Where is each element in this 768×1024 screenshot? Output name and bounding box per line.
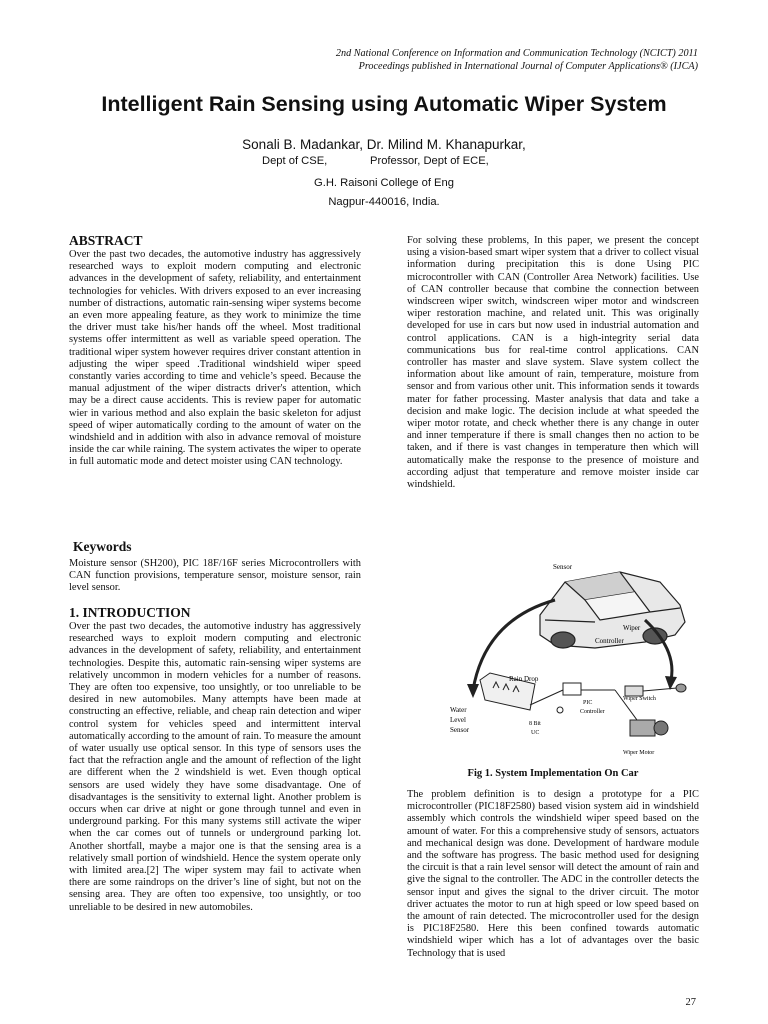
page-number: 27	[685, 997, 696, 1008]
figure-caption: Fig 1. System Implementation On Car	[467, 768, 639, 779]
figure-drawing	[445, 560, 695, 760]
abstract-text: Over the past two decades, the automotive industry has aggressively researched ways to exploit modern computing and electronic advances in the development of safety, reliability, and entertainment technologies for vehicles. With drivers exposed to an ever increasing number of distractions, automatic rain-sensing wiper systems become an even more appealing feature, as they work to minimize the time the driver must take his/her hands off the wheel. Most traditional systems offer intermittent as well as variable speed operation. The traditional wiper system however requires driver constant attention in adjusting the wiper speed .Traditional windshield wiper speed constantly varies according to time and vehicle’s speed. Because the manual adjustment of the wiper distracts driver's attention, which may be a direct cause accidents. This is review paper for automatic wier in various method and also explain the basic skeleton for adjust speed of wiper automatically cording to the amount of water on the windshield and in addition with also in advance removal of moisture inside the car while raining. The system activates the wiper to operate in full automatic mode and detect moister using CAN technology.	[69, 249, 361, 468]
paragraph-solution: For solving these problems, In this paper, we present the concept using a vision-based smart wiper system that a driver to collect visual information during precipitation this is done Using PIC microcontroller with CAN (Controller Area Network) facilities. Use of CAN controller because that combine the connection between windscreen wiper switch, windscreen wiper motor and windscreen wiper restoration machine, and related unit. This was originally developed for use in cars but now used in industrial automation and control applications. CAN is a high-integrity serial data communications bus for real-time control applications. CAN controller has master and slave system. Slave system collect the information about like amount of rain, temperature, moisture from sensor and from various other unit. This information sends it towards mater for father processing. Master analysis that data and take a decision and make logic. The decision include at what speeded the wiper motor rotate, and check whether there is any change in outer and inner temperature if there is small changes then no action to be taken, and if there is vast changes in temperature then which will automatically make the response to the presence of moisture and according adjust that temperature and remove moister inside car windshield.	[407, 235, 699, 491]
label-rain-drop: Rain Drop	[509, 675, 539, 683]
label-level: Level	[450, 716, 466, 724]
arrow-head-left-icon	[467, 684, 479, 698]
label-sensor: Sensor	[553, 563, 573, 571]
label-uc: UC	[531, 730, 540, 736]
right-column-bottom	[407, 789, 699, 960]
label-controller: Controller	[595, 637, 624, 645]
city: Nagpur-440016, India.	[328, 196, 440, 208]
label-wiper: Wiper	[623, 624, 641, 632]
conference-line-2: Proceedings published in International Journal of Computer Applications® (IJCA)	[358, 61, 698, 72]
label-sensor-2: Sensor	[450, 726, 470, 734]
abstract-body	[69, 249, 361, 469]
figure-system-implementation	[445, 560, 695, 760]
paper-title: Intelligent Rain Sensing using Automatic Wiper System	[101, 92, 667, 116]
label-wiper-switch: Wiper Switch	[623, 696, 656, 702]
introduction-text: Over the past two decades, the automotive industry has aggressively researched ways to exploit modern computing and electronic advances in the development of safety, reliability, and entertainment technologies. Despite this, automatic rain-sensing wiper systems are relatively uncommon in modern vehicles for a number of reasons. They are often too expensive, too unsightly, or too unreliable to be desired in new automobiles. Many attempts have been made at constructing an effective, reliable, and cheap rain detection and wiper control system for vehicles speed and intermittent interval automatically according to the amount of rain. To measure the amount of water usually use optical sensor. In this type of sensors uses the fact that the refraction angle and the amount of reflection of the light are different when the 2 windshield is wet. Even though optical sensors are used widely they have some disadvantage. One of disadvantages is the sensitivity to external light. Another problem is occurs when car drive at night or gone through tunnel and even in underground parking. For this many systems still activate the wiper when the car comes out of tunnels or underground parking lot. Another shortfall, maybe a major one is that the sensing area is a relatively small portion of windshield. Hence the system operate only with limited area.[2] The wiper system may fail to activate when there are some raindrops on the driver’s line of sight, but not on the sensing area. They are often too expensive, too unsightly, or too unreliable to be desired in new automobiles.	[69, 621, 361, 913]
label-wiper-motor: Wiper Motor	[623, 750, 655, 756]
keywords-body	[69, 558, 361, 595]
abstract-heading: ABSTRACT	[69, 233, 143, 248]
label-water: Water	[450, 706, 467, 714]
label-pic-controller: Controller	[580, 709, 605, 715]
rain-sensor-diagram	[480, 673, 615, 713]
label-pic: PIC	[583, 700, 593, 706]
paragraph-problem-definition: The problem definition is to design a prototype for a PIC microcontroller (PIC18F2580) based vision system aid in windshield assembly which controls the windshield wiper speed based on the amount of water. For this a comprehensive study of sensors, actuators and mechanical design was done. Development of hardware module and the software has progress. The basic method used for designing the circuit is that a rain level sensor will detect the amount of rain and give the signal to the controller. The ADC in the controller detects the sensor input and gives the signal to the driver circuit. The motor driver actuates the motor to run at high speed or low speed based on the amount of rain detected. The microcontroller used for the design is PIC18F2580. Here this been confined towards automatic windshield wiper which has a lot of advantages over the basic Technology that is used	[407, 789, 699, 959]
right-column-top	[407, 235, 699, 491]
wiper-switch-diagram	[625, 684, 686, 696]
college: G.H. Raisoni College of Eng	[314, 177, 454, 189]
author-2-dept: Professor, Dept of ECE,	[370, 155, 489, 167]
author-1-dept: Dept of CSE,	[262, 155, 328, 167]
introduction-heading: 1. INTRODUCTION	[69, 605, 191, 620]
conference-line-1: 2nd National Conference on Information and Communication Technology (NCICT) 2011	[335, 48, 698, 59]
introduction-body	[69, 621, 361, 914]
authors: Sonali B. Madankar, Dr. Milind M. Khanapurkar,	[242, 137, 526, 152]
label-8-bit: 8 Bit	[529, 721, 541, 727]
keywords-text: Moisture sensor (SH200), PIC 18F/16F series Microcontrollers with CAN function provisions, temperature sensor, moisture sensor, rain level sensor.	[69, 558, 361, 594]
conference-header	[336, 47, 698, 73]
keywords-heading: Keywords	[73, 539, 132, 554]
